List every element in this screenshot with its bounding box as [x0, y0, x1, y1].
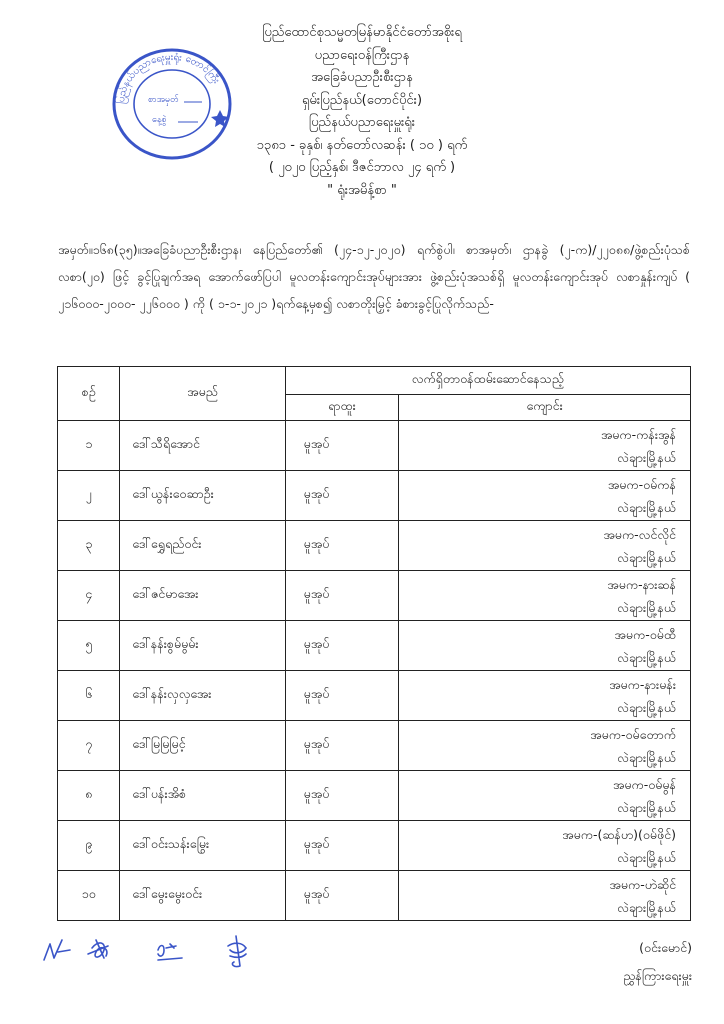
col-header-current-duty: လက်ရှိတာဝန်ထမ်းဆောင်နေသည့်: [285, 367, 690, 395]
header-line-office: ပြည်နယ်ပညာရေးမှူးရုံး: [308, 115, 416, 130]
row-rank: မူအုပ်: [285, 471, 399, 521]
table-row: [58, 721, 691, 771]
row-rank: မူအုပ်: [285, 621, 399, 671]
row-school: အမက-(ဆန်ဟ)(ဝမ်ဖိုင်): [562, 826, 676, 842]
row-name: ဒေါ်နန်းစွမ်မွမ်း: [120, 621, 285, 671]
table-body: [58, 421, 691, 921]
row-name: ဒေါ်နန်းလှလှအေး: [120, 671, 285, 721]
row-rank: မူအုပ်: [285, 821, 399, 871]
row-school-cell: [399, 871, 691, 921]
row-name: ဒေါ်ပန်းအိစံ: [120, 771, 285, 821]
signatory-name: (ဝင်းမောင်): [639, 940, 692, 955]
row-name: ဒေါ်မြမြမြင့်: [120, 721, 285, 771]
header-line-ministry: ပညာရေးဝန်ကြီးဌာန: [314, 47, 410, 63]
header-line-myanmar-date: ၁၃၈၁ - ခုနှစ်၊ နတ်တော်လဆန်း ( ၁၀ ) ရက်: [256, 137, 468, 153]
table-row: [58, 771, 691, 821]
row-name: ဒေါ်ဝင်းသန်းမြွေး: [120, 821, 285, 871]
row-school-cell: [399, 821, 691, 871]
row-township: လဲချားမြို့နယ်: [617, 799, 676, 815]
table-row: [58, 871, 691, 921]
row-name: ဒေါ်ရွှေရည်ဝင်း: [120, 521, 285, 571]
signatory-title: ညွှန်ကြားရေးမှူး: [623, 968, 692, 983]
row-school: အမက-ဝမ်ကန်: [607, 476, 676, 492]
row-no: ၉: [58, 821, 120, 871]
row-school-cell: [399, 421, 691, 471]
table-row: [58, 521, 691, 571]
row-no: ၃: [58, 521, 120, 571]
row-school: အမက-လင်လိုင်: [603, 526, 676, 542]
row-school: အမက-ဝမ်မွန်: [612, 776, 676, 792]
header-line-region: ရှမ်းပြည်နယ်(တောင်ပိုင်း): [301, 92, 423, 108]
row-school: အမက-ဝမ်တောက်: [590, 726, 676, 742]
row-school-cell: [399, 471, 691, 521]
row-name: ဒေါ်ဇင်မာအေး: [120, 571, 285, 621]
header-line-order-title: " ရုံးအမိန့်စာ ": [327, 182, 397, 198]
row-township: လဲချားမြို့နယ်: [617, 499, 676, 515]
seal-line-date: နေ့စွဲ: [152, 115, 167, 125]
col-header-school: ကျောင်း: [399, 395, 691, 421]
office-seal-stamp: [110, 46, 234, 162]
header-line-department: အခြေခံပညာဦးစီးဌာန: [311, 70, 413, 85]
table-row: [58, 471, 691, 521]
row-name: ဒေါ်ယွန်းဝေဆာဦး: [120, 471, 285, 521]
row-rank: မူအုပ်: [285, 771, 399, 821]
row-school-cell: [399, 621, 691, 671]
row-no: ၂: [58, 471, 120, 521]
table-row: [58, 821, 691, 871]
row-no: ၁၀: [58, 871, 120, 921]
seal-ring-text: ပြည်နယ်ပညာရေးမှူးရုံး တောင်ကြီး: [115, 51, 222, 105]
row-school: အမက-ကန်းအွန်: [600, 426, 676, 442]
row-school-cell: [399, 571, 691, 621]
row-rank: မူအုပ်: [285, 521, 399, 571]
row-no: ၈: [58, 771, 120, 821]
row-school-cell: [399, 771, 691, 821]
row-school: အမက-နားမန်း: [609, 676, 676, 692]
row-rank: မူအုပ်: [285, 721, 399, 771]
row-name: ဒေါ်သီရိအောင်: [120, 421, 285, 471]
row-no: ၅: [58, 621, 120, 671]
col-header-name: အမည်: [120, 367, 285, 421]
table-row: [58, 621, 691, 671]
row-school: အမက-ဟဲဆိုင်: [609, 876, 676, 892]
row-township: လဲချားမြို့နယ်: [617, 849, 676, 865]
row-rank: မူအုပ်: [285, 421, 399, 471]
col-header-no: စဉ်: [58, 367, 120, 421]
row-township: လဲချားမြို့နယ်: [617, 649, 676, 665]
table-row: [58, 421, 691, 471]
table-row: [58, 671, 691, 721]
row-rank: မူအုပ်: [285, 671, 399, 721]
row-school: အမက-နားဆန်: [607, 576, 676, 592]
row-rank: မူအုပ်: [285, 571, 399, 621]
row-township: လဲချားမြို့နယ်: [617, 549, 676, 565]
row-township: လဲချားမြို့နယ်: [617, 449, 676, 465]
order-paragraph: အမှတ်။၁၆၈(၃၅)။အခြေခံပညာဦးစီးဌာန၊ နေပြည်တော်၏ (၂၄-၁၂-၂၀၂၀) ရက်စွဲပါ၊ စာအမှတ်၊ ဌာနခွဲ (၂-က)/၂၂၀၈၈/ဖွဲ့စည်းပုံသစ်လစာ(၂၀) ဖြင့် ခွင့်ပြုချက်အရ အောက်ဖော်ပြပါ မူလတန်းကျောင်းအုပ်များအား ဖွဲ့စည်းပုံအသစ်ရှိ မူလတန်းကျောင်းအုပ် လစာနှုန်းကျပ် ( ၂၁၆၀၀၀-၂၀၀၀- ၂၂၆၀၀၀ ) ကို ( ၁-၁-၂၀၂၁ )ရက်နေ့မှစ၍ လစာတိုးမြှင့် ခံစားခွင့်ပြုလိုက်သည်-: [58, 242, 690, 311]
signature-block: [623, 934, 692, 990]
row-school-cell: [399, 671, 691, 721]
header-line-gregorian-date: ( ၂၀၂၀ ပြည့်နှစ်၊ ဒီဇင်ဘာလ ၂၄ ရက် ): [268, 160, 456, 175]
row-township: လဲချားမြို့နယ်: [617, 899, 676, 915]
row-township: လဲချားမြို့နယ်: [617, 699, 676, 715]
row-township: လဲချားမြို့နယ်: [617, 749, 676, 765]
row-school: အမက-ဝမ်ထီ: [614, 626, 676, 642]
document-header: [0, 22, 724, 202]
row-no: ၆: [58, 671, 120, 721]
row-no: ၄: [58, 571, 120, 621]
row-no: ၁: [58, 421, 120, 471]
seal-line-ref: စာအမှတ်: [148, 95, 179, 105]
teacher-table: [57, 366, 691, 921]
row-township: လဲချားမြို့နယ်: [617, 599, 676, 615]
col-header-rank: ရာထူး: [285, 395, 399, 421]
row-name: ဒေါ်မွေးမွေးဝင်း: [120, 871, 285, 921]
row-school-cell: [399, 521, 691, 571]
table-row: [58, 571, 691, 621]
header-line-government: ပြည်ထောင်စုသမ္မတမြန်မာနိုင်ငံတော်အစိုးရ: [262, 25, 462, 40]
row-rank: မူအုပ်: [285, 871, 399, 921]
row-no: ၇: [58, 721, 120, 771]
row-school-cell: [399, 721, 691, 771]
handwritten-signatures: [40, 930, 270, 970]
